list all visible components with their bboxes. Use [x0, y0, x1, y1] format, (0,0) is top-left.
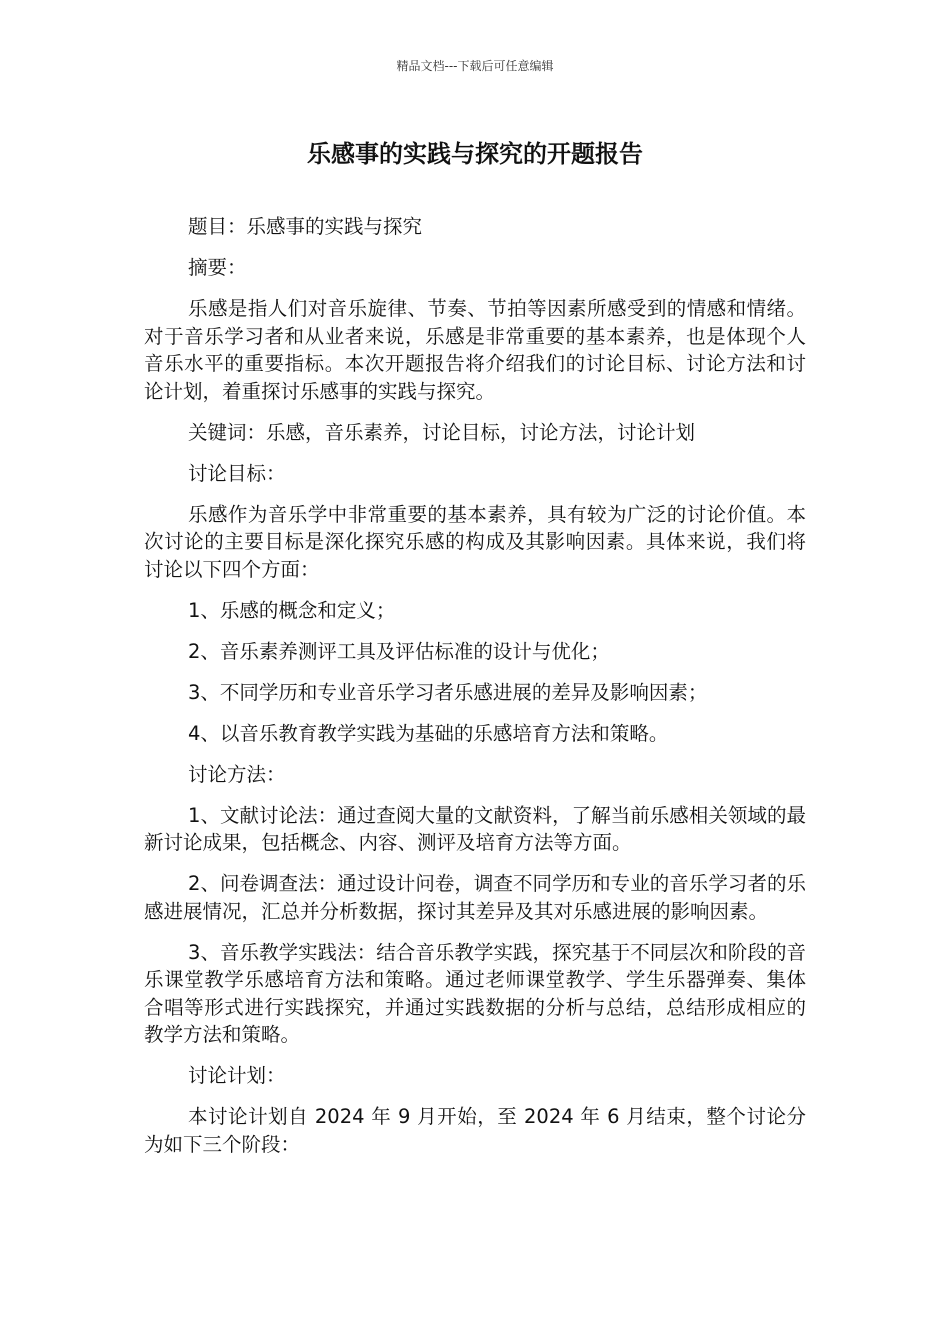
goal-item-4: 4、以音乐教育教学实践为基础的乐感培育方法和策略。 [188, 721, 669, 745]
document-body [144, 213, 806, 1172]
goals-paragraph: 乐感作为音乐学中非常重要的基本素养，具有较为广泛的讨论价值。本次讨论的主要目标是深化探究乐感的构成及其影响因素。具体来说，我们将讨论以下四个方面： [144, 502, 806, 581]
plan-paragraph: 本讨论计划自 2024 年 9 月开始，至 2024 年 6 月结束，整个讨论分为如下三个阶段： [144, 1105, 806, 1156]
goal-item-3: 3、不同学历和专业音乐学习者乐感进展的差异及影响因素； [188, 680, 708, 704]
page-header: 精品文档---下载后可任意编辑 [396, 59, 554, 73]
methods-heading: 讨论方法： [188, 762, 286, 786]
goal-item-2: 2、音乐素养测评工具及评估标准的设计与优化； [188, 639, 610, 663]
plan-heading: 讨论计划： [188, 1064, 286, 1087]
method-item-2: 2、问卷调查法：通过设计问卷，调查不同学历和专业的音乐学习者的乐感进展情况，汇总并分析数据，探讨其差异及其对乐感进展的影响因素。 [144, 872, 806, 923]
keywords-line: 关键词：乐感，音乐素养，讨论目标，讨论方法，讨论计划 [188, 420, 696, 444]
method-item-3: 3、音乐教学实践法：结合音乐教学实践，探究基于不同层次和阶段的音乐课堂教学乐感培育方法和策略。通过老师课堂教学、学生乐器弹奏、集体合唱等形式进行实践探究，并通过实践数据的分析与总结，总结形成相应的教学方法和策略。 [144, 940, 806, 1046]
topic-line: 题目：乐感事的实践与探究 [188, 215, 423, 238]
abstract-paragraph: 乐感是指人们对音乐旋律、节奏、节拍等因素所感受到的情感和情绪。对于音乐学习者和从业者来说，乐感是非常重要的基本素养，也是体现个人音乐水平的重要指标。本次开题报告将介绍我们的讨论目标、讨论方法和讨论计划，着重探讨乐感事的实践与探究。 [144, 297, 806, 403]
goals-heading: 讨论目标： [188, 461, 286, 485]
goal-item-1: 1、乐感的概念和定义； [188, 598, 396, 622]
abstract-heading: 摘要： [188, 256, 247, 279]
document-title: 乐感事的实践与探究的开题报告 [307, 140, 643, 168]
method-item-1: 1、文献讨论法：通过查阅大量的文献资料，了解当前乐感相关领域的最新讨论成果，包括概念、内容、测评及培育方法等方面。 [144, 803, 806, 854]
